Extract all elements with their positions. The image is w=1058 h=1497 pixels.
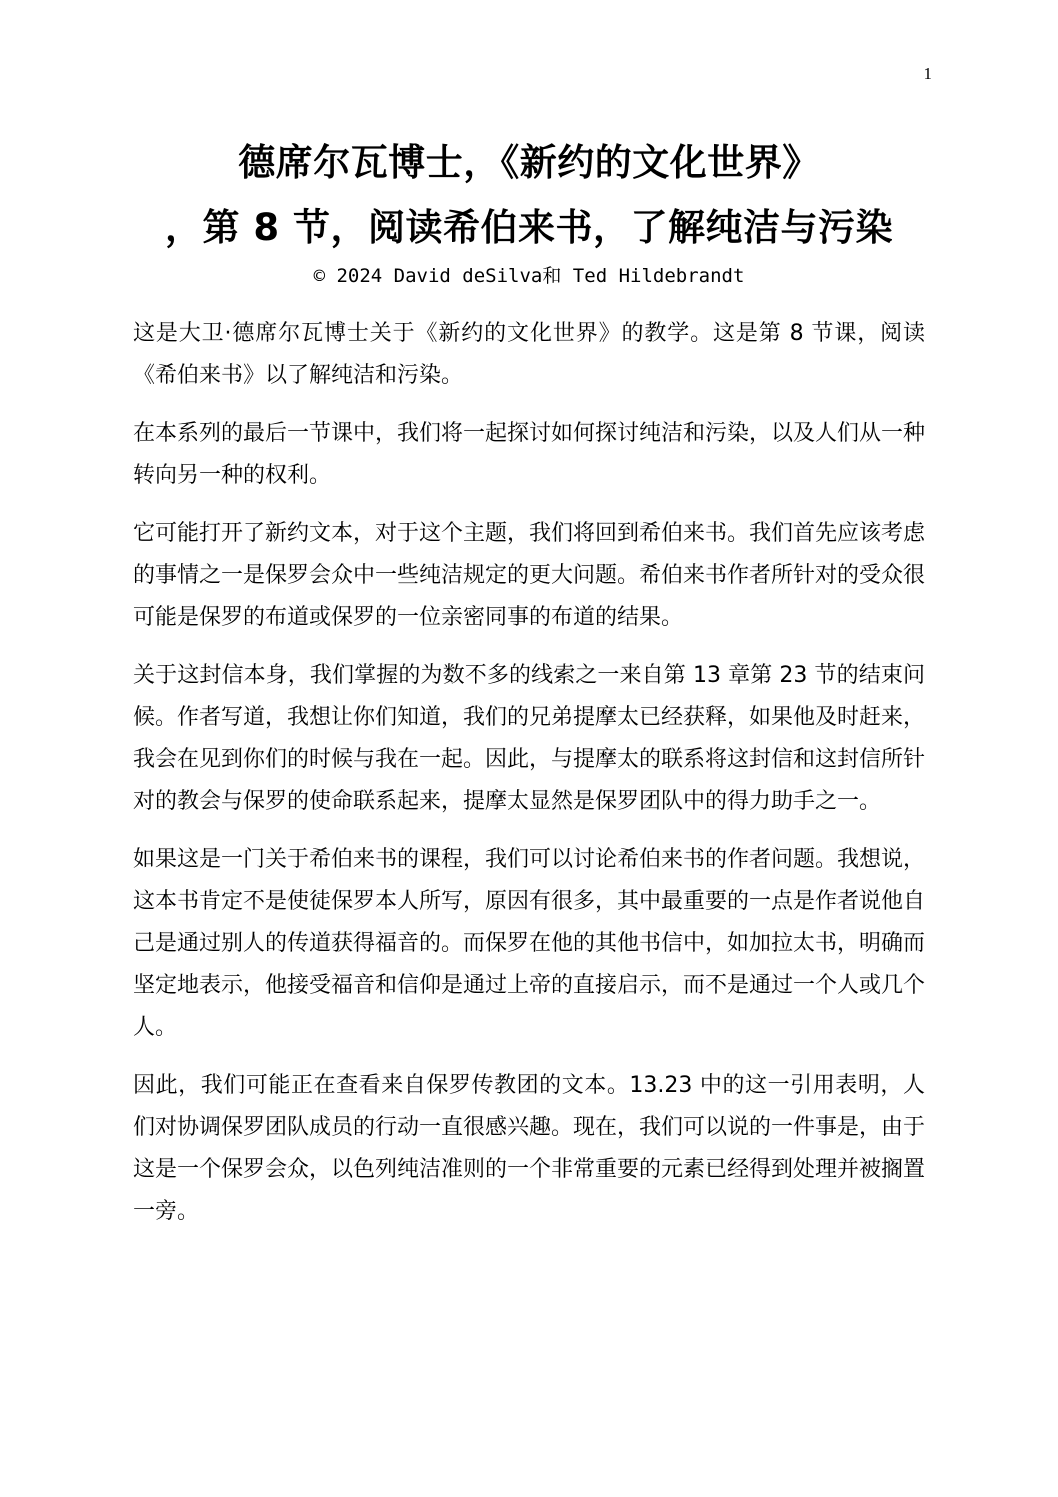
- paragraph-4: 关于这封信本身，我们掌握的为数不多的线索之一来自第 13 章第 23 节的结束问候。作者写道，我想让你们知道，我们的兄弟提摩太已经获释，如果他及时赶来，我会在见到你们的时候与我在一起。因此，与提摩太的联系将这封信和这封信所针对的教会与保罗的使命联系起来，提摩太显然是保罗团队中的得力助手之一。: [133, 663, 926, 814]
- paragraph-2: 在本系列的最后一节课中，我们将一起探讨如何探讨纯洁和污染，以及人们从一种转向另一种的权利。: [133, 421, 926, 488]
- title-block: [0, 0, 1058, 289]
- paragraph-1: 这是大卫·德席尔瓦博士关于《新约的文化世界》的教学。这是第 8 节课，阅读《希伯来书》以了解纯洁和污染。: [133, 321, 925, 388]
- page-number: 1: [923, 64, 932, 83]
- document-body: [133, 313, 925, 1233]
- paragraph-6: 因此，我们可能正在查看来自保罗传教团的文本。13.23 中的这一引用表明，人们对协调保罗团队成员的行动一直很感兴趣。现在，我们可以说的一件事是，由于这是一个保罗会众，以色列纯洁准则的一个非常重要的元素已经得到处理并被搁置一旁。: [133, 1073, 926, 1224]
- paragraph-5: 如果这是一门关于希伯来书的课程，我们可以讨论希伯来书的作者问题。我想说，这本书肯定不是使徒保罗本人所写，原因有很多，其中最重要的一点是作者说他自己是通过别人的传道获得福音的。而保罗在他的其他书信中，如加拉太书，明确而坚定地表示，他接受福音和信仰是通过上帝的直接启示，而不是通过一个人或几个人。: [133, 847, 926, 1040]
- title-line-2: ，第 8 节，阅读希伯来书，了解纯洁与污染: [164, 206, 893, 249]
- title-line-1: 德席尔瓦博士，《新约的文化世界》: [238, 141, 820, 184]
- paragraph-3: 它可能打开了新约文本，对于这个主题，我们将回到希伯来书。我们首先应该考虑的事情之一是保罗会众中一些纯洁规定的更大问题。希伯来书作者所针对的受众很可能是保罗的布道或保罗的一位亲密同事的布道的结果。: [133, 521, 926, 630]
- copyright-line: © 2024 David deSilva和 Ted Hildebrandt: [313, 265, 745, 287]
